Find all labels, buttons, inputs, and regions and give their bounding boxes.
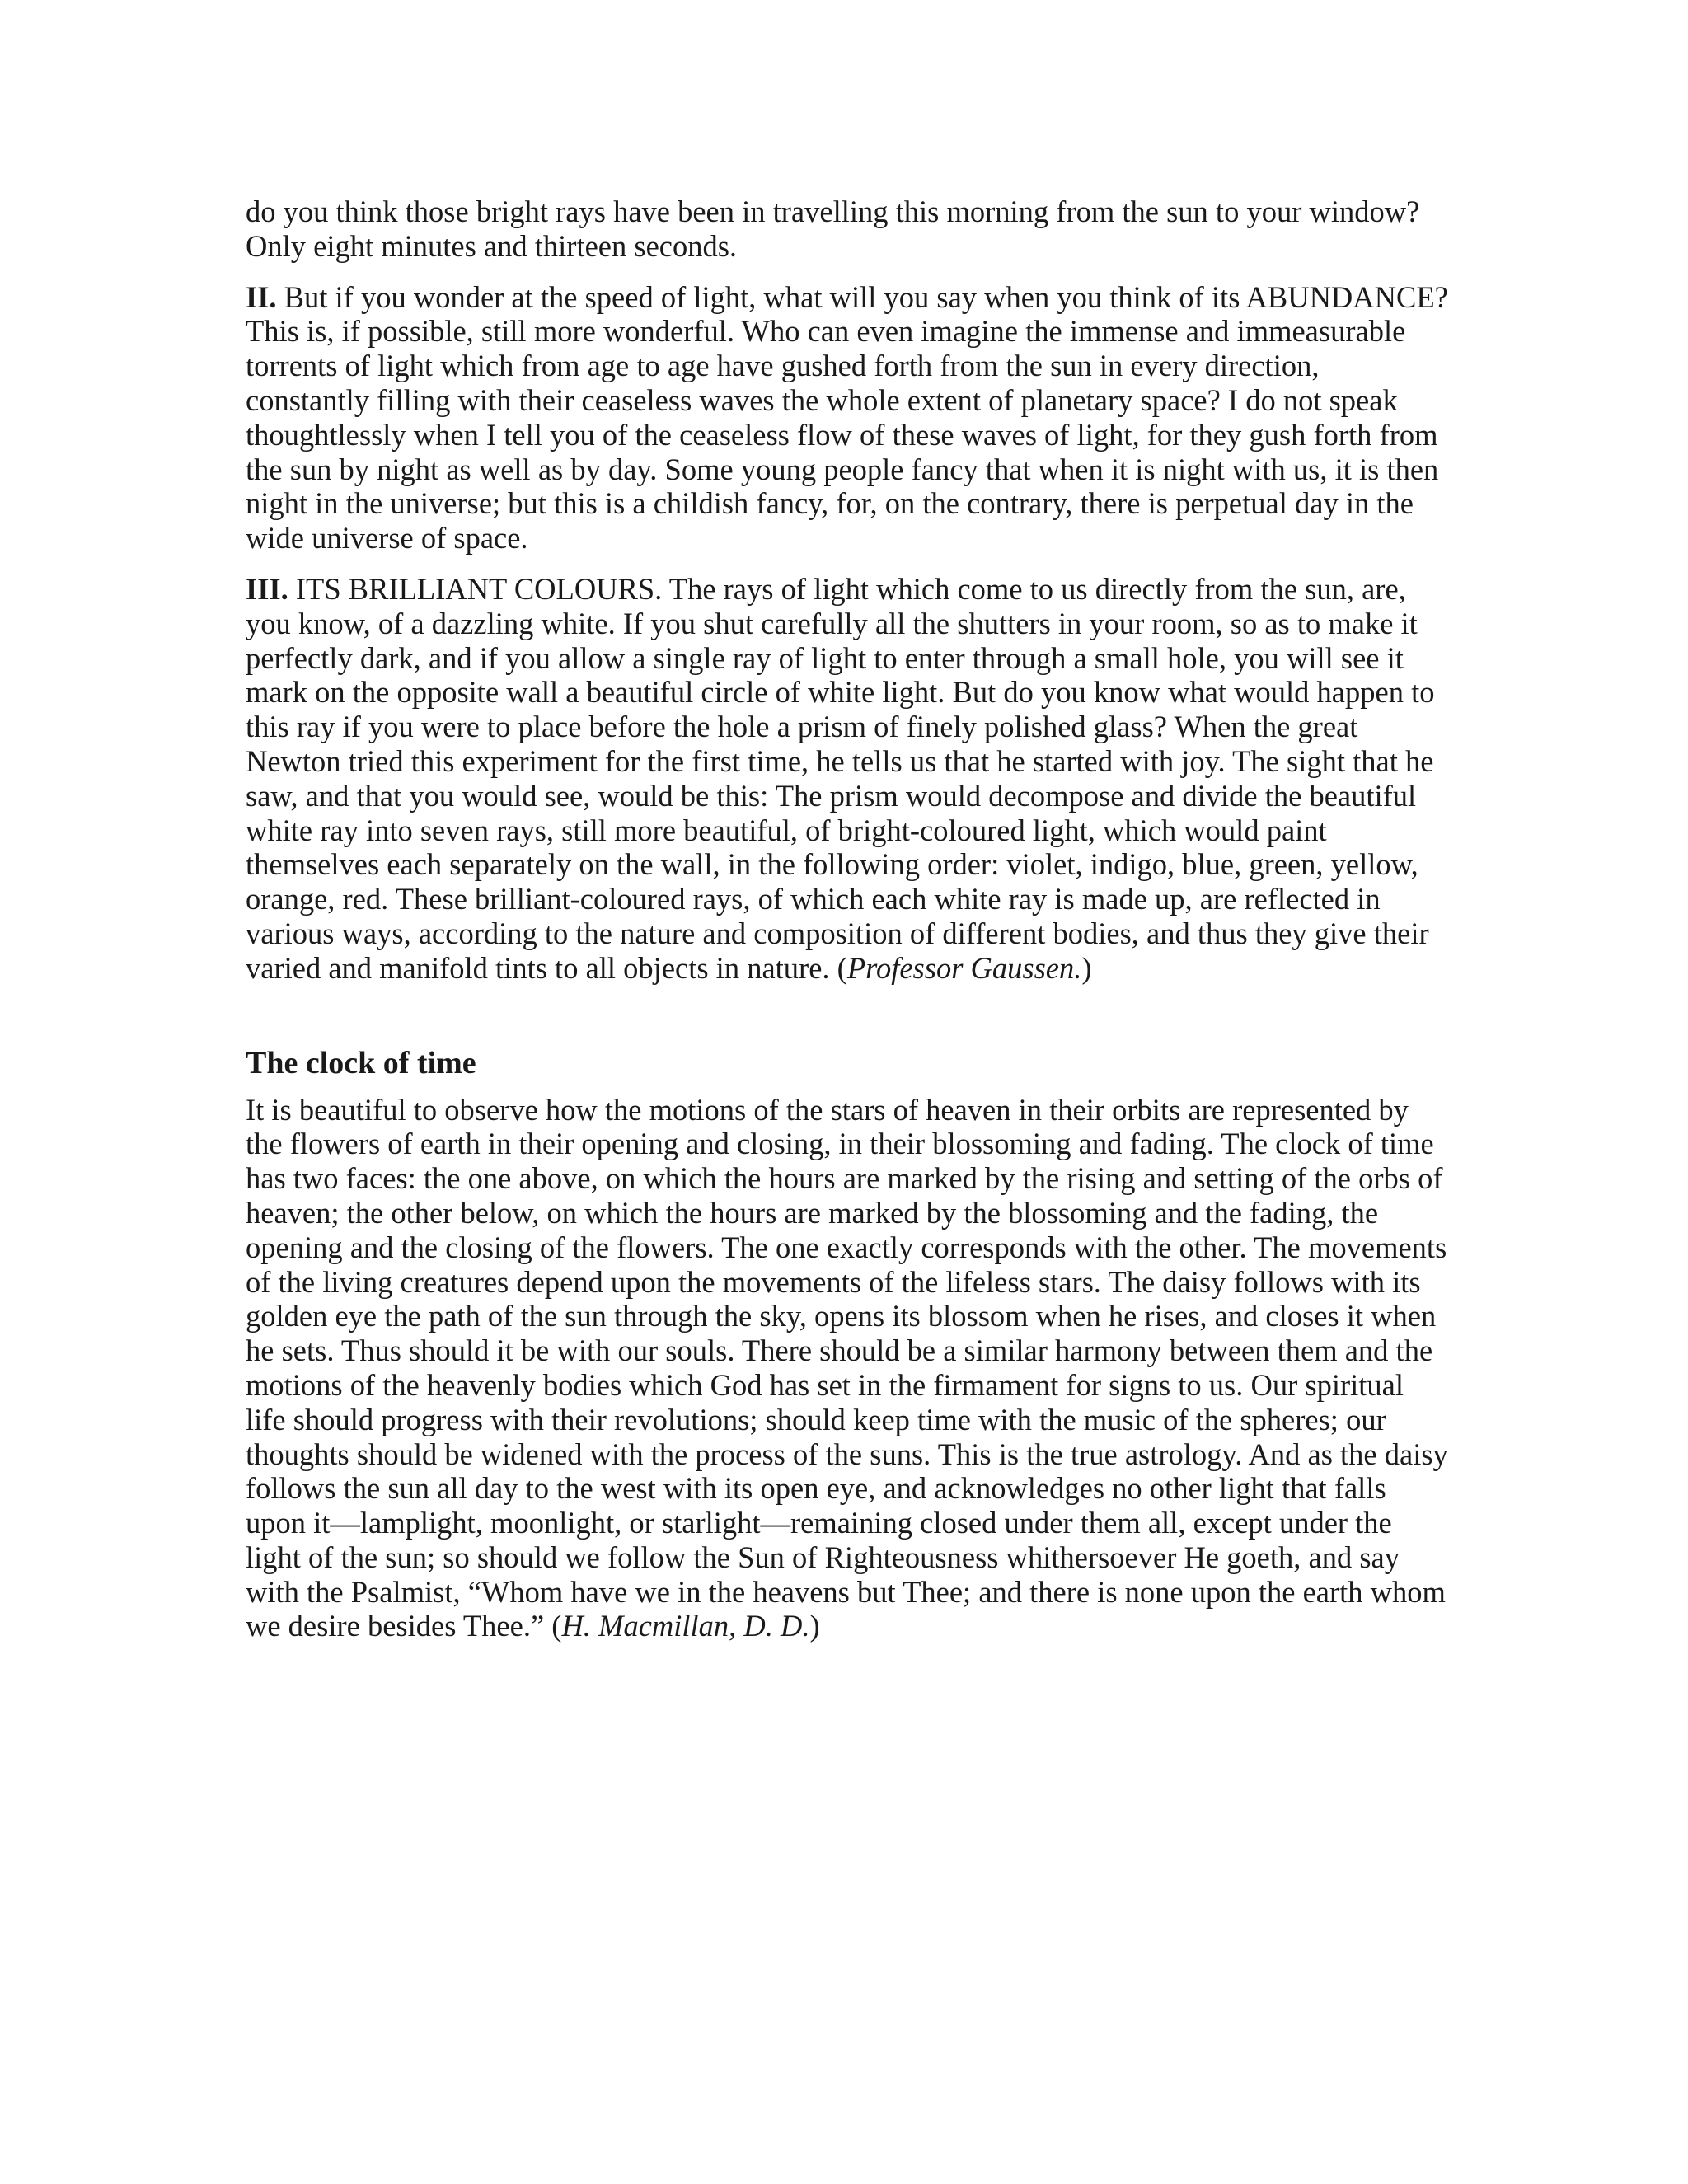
citation-close: )	[809, 1609, 820, 1643]
section-heading: The clock of time	[246, 1045, 476, 1080]
paragraph-text: It is beautiful to observe how the motions of the stars of heaven in their orbits are represented by the flowers of earth in their opening and closing, in their blossoming and fading. The clock of time has two faces: the one above, on which the hours are marked by the rising and setting of the orbs of heaven; the other below, on which the hours are marked by the blossoming and the fading, the opening and the closing of the flowers. The one exactly corresponds with the other. The movements of the living creatures depend upon the movements of the lifeless stars. The daisy follows with its golden eye the path of the sun through the sky, opens its blossom when he rises, and closes it when he sets. Thus should it be with our souls. There should be a similar harmony between them and the motions of the heavenly bodies which God has set in the firmament for signs to us. Our spiritual life should progress with their revolutions; should keep time with the music of the spheres; our thoughts should be widened with the process of the suns. This is the true astrology. And as the daisy follows the sun all day to the west with its open eye, and acknowledges no other light that falls upon it—lamplight, moonlight, or starlight—remaining closed under them all, except under the light of the sun; so should we follow the Sun of Righteousness whithersoever He goeth, and say with the Psalmist, “Whom have we in the heavens but Thee; and there is none upon the earth whom we desire besides Thee.” (	[246, 1092, 1448, 1643]
paragraph-text: ITS BRILLIANT COLOURS. The rays of light which come to us directly from the sun, are, you know, of a dazzling white. If you shut carefully all the shutters in your room, so as to make it perfectly dark, and if you allow a single ray of light to enter through a small hole, you will see it mark on the opposite wall a beautiful circle of white light. But do you know what would happen to this ray if you were to place before the hole a prism of finely polished glass? When the great Newton tried this experiment for the first time, he tells us that he started with joy. The sight that he saw, and that you would see, would be this: The prism would decompose and divide the beautiful white ray into seven rays, still more beautiful, of bright-coloured light, which would paint themselves each separately on the wall, in the following order: violet, indigo, blue, green, yellow, orange, red. These brilliant-coloured rays, of which each white ray is made up, are reflected in various ways, according to the nature and composition of different bodies, and thus they give their varied and manifold tints to all objects in nature. (	[246, 571, 1435, 985]
citation-close: )	[1081, 950, 1092, 985]
section-numeral: II.	[246, 279, 277, 314]
section-numeral: III.	[246, 571, 288, 606]
citation: H. Macmillan, D. D.	[561, 1609, 810, 1643]
paragraph-continuation	[246, 194, 1449, 264]
paragraph-abundance	[246, 280, 1449, 555]
paragraph-clock-of-time	[246, 1093, 1449, 1644]
paragraph-colours	[246, 572, 1449, 986]
citation: Professor Gaussen.	[846, 950, 1082, 985]
paragraph-text: But if you wonder at the speed of light, what will you say when you think of its ABUNDANCE? This is, if possible, still more wonderful. Who can even imagine the immense and immeasurable torrents of light which from age to age have gushed forth from the sun in every direction, constantly filling with their ceaseless waves the whole extent of planetary space? I do not speak thoughtlessly when I tell you of the ceaseless flow of these waves of light, for they gush forth from the sun by night as well as by day. Some young people fancy that when it is night with us, it is then night in the universe; but this is a childish fancy, for, on the contrary, there is perpetual day in the wide universe of space.	[246, 279, 1448, 555]
document-page	[246, 194, 1449, 1660]
paragraph-text: do you think those bright rays have been in travelling this morning from the sun to your window? Only eight minutes and thirteen seconds.	[246, 194, 1420, 263]
